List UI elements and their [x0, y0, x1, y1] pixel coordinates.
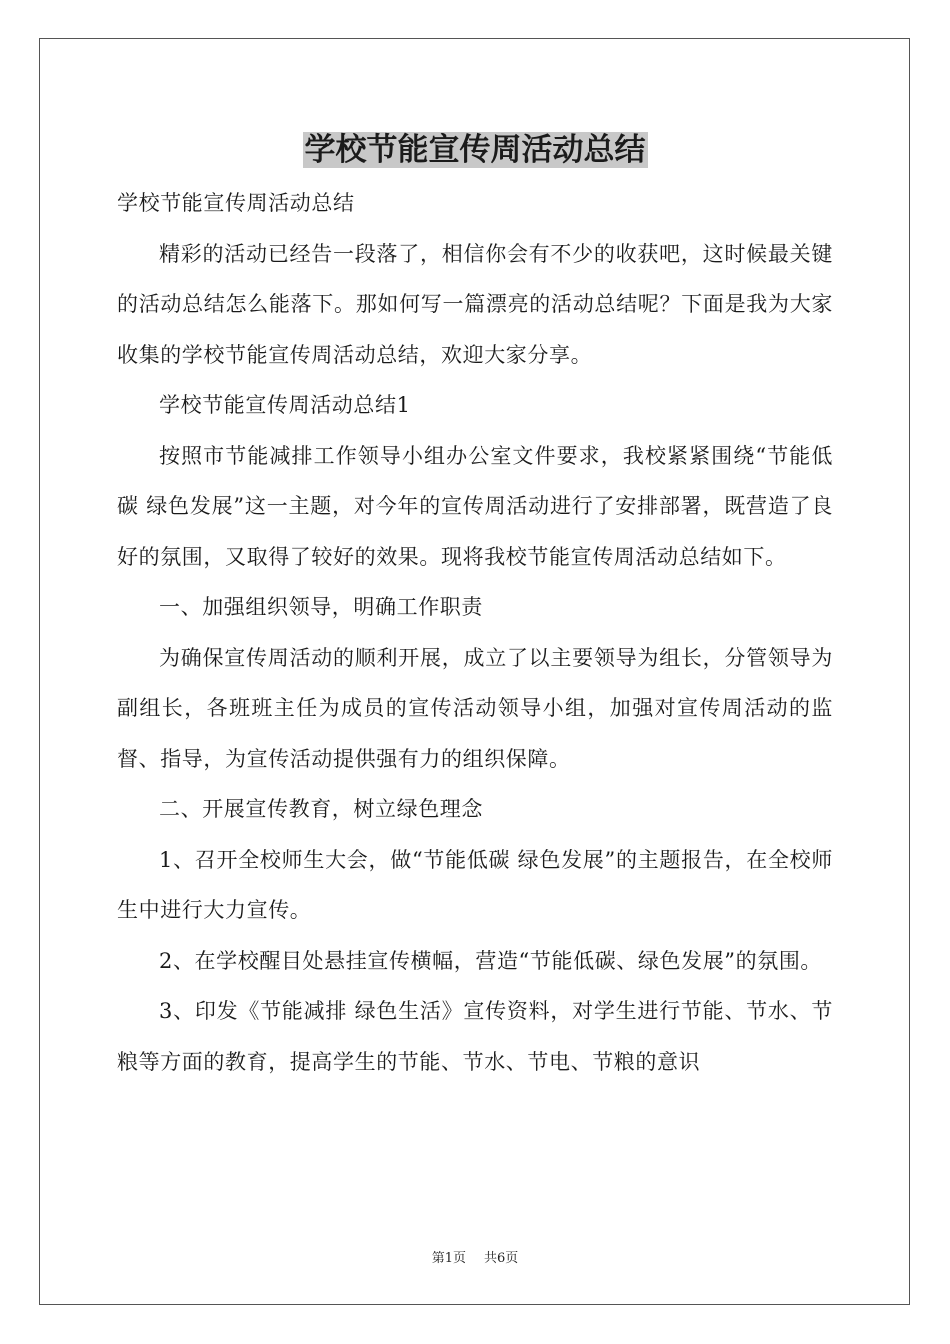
- page-number-total: 共6页: [484, 1251, 519, 1266]
- body-paragraph: 3、印发《节能减排 绿色生活》宣传资料，对学生进行节能、节水、节粮等方面的教育，提高学生的节能、节水、节电、节粮的意识: [117, 999, 833, 1074]
- body-paragraph: 学校节能宣传周活动总结1: [159, 393, 411, 417]
- body-paragraph: 精彩的活动已经告一段落了，相信你会有不少的收获吧，这时候最关键的活动总结怎么能落下。那如何写一篇漂亮的活动总结呢？下面是我为大家收集的学校节能宣传周活动总结，欢迎大家分享。: [117, 241, 833, 367]
- body-paragraph: 2、在学校醒目处悬挂宣传横幅，营造“节能低碳、绿色发展”的氛围。: [159, 948, 823, 973]
- page-footer: [0, 1247, 950, 1266]
- body-paragraph: 二、开展宣传教育，树立绿色理念: [159, 797, 483, 821]
- page-number-current: 第1页: [431, 1251, 466, 1266]
- body-paragraph: 按照市节能减排工作领导小组办公室文件要求，我校紧紧围绕“节能低碳 绿色发展”这一主题，对今年的宣传周活动进行了安排部署，既营造了良好的氛围，又取得了较好的效果。现将我校节能宣传周活动总结如下。: [117, 443, 833, 569]
- body-paragraph: 一、加强组织领导，明确工作职责: [159, 595, 483, 619]
- body-paragraph: 1、召开全校师生大会，做“节能低碳 绿色发展”的主题报告，在全校师生中进行大力宣传。: [117, 847, 833, 922]
- body-paragraph: 为确保宣传周活动的顺利开展，成立了以主要领导为组长，分管领导为副组长，各班班主任为成员的宣传活动领导小组，加强对宣传周活动的监督、指导，为宣传活动提供强有力的组织保障。: [117, 645, 833, 771]
- document-subtitle: 学校节能宣传周活动总结: [117, 191, 355, 215]
- document-body: [117, 178, 833, 1087]
- document-title-text: 学校节能宣传周活动总结: [304, 132, 646, 168]
- document-title: [0, 128, 950, 172]
